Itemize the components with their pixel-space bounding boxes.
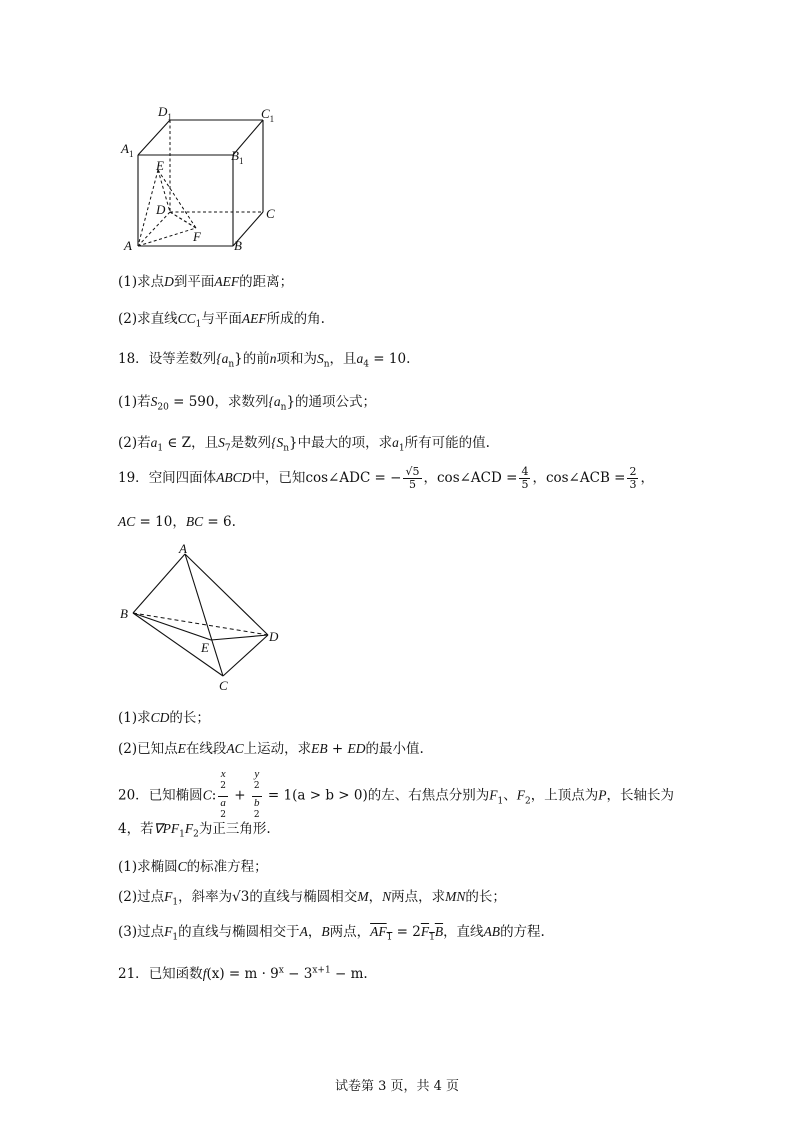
label-E: E (201, 640, 209, 655)
vector-AF1: $AF_1$ (370, 924, 393, 943)
q19-part2: (2)已知点E在线段AC上运动，求EB + ED的最小值. (118, 741, 424, 757)
q20-part2: (2)过点$F_1$，斜率为√3的直线与椭圆相交M，N两点，求MN的长； (118, 889, 506, 908)
q21-stem: 21．已知函数$f(x) = m \cdot 9^x - 3^{x+1} - m$. (118, 965, 368, 982)
label-A1: $A_1$ (121, 141, 134, 159)
q20-part3: (3)过点$F_1$的直线与椭圆相交于A，B两点，$AF_1 = 2F_1B$，直线AB的方程. (118, 924, 545, 943)
q17-part1: (1)求点D到平面AEF的距离； (118, 274, 294, 290)
q17-part2: (2)求直线$CC_1$与平面AEF所成的角. (118, 311, 325, 330)
vector-F1B: $F_1B$ (420, 924, 444, 943)
q18-part1: (1)若$S_{20} = 590$，求数列$\{a_n\}$的通项公式； (118, 394, 377, 413)
label-B: B (120, 606, 128, 621)
label-C1: $C_1$ (261, 106, 275, 124)
q18-stem: 18．设等差数列$\{a_n\}$的前n项和为$S_n$，且$a_4 = 10$. (118, 351, 411, 370)
q20-stem: 20．已知椭圆C: x $^2$ a $^2$ + y $^2$ b $^2$ = 1(a > b > 0)的左、右焦点分别为$F_1$、$F_2$，上顶点为P，长轴长为 (118, 768, 674, 824)
label-E: E (156, 158, 164, 173)
label-B1: $B_1$ (231, 148, 244, 166)
q20-part1: (1)求椭圆C的标准方程； (118, 859, 268, 875)
label-F: F (193, 229, 201, 244)
label-C: C (266, 206, 275, 221)
frac-x2-over-a2: x $^2$ a $^2$ (220, 768, 226, 820)
label-D: D (156, 202, 166, 217)
cube-figure (118, 100, 288, 260)
frac-sqrt5-over-5: $\frac{√5}{5}$ (405, 465, 420, 491)
frac-4-over-5: $\frac{4}{5}$ (521, 465, 529, 491)
label-C: C (219, 678, 228, 693)
q20-stem-line2: 4，若$\nabla PF_1F_2$为正三角形. (118, 821, 271, 840)
q19-stem-line2: AC = 10，BC = 6. (118, 514, 236, 530)
q18-part2: (2)若$a_1$ ∈ Z，且$S_7$是数列$\{S_n\}$中最大的项，求$a_1$所有可能的值. (118, 435, 490, 454)
q19-stem: 19．空间四面体ABCD中，已知cos∠ADC = − $\frac{√5}{5}$ ，cos∠ACD = $\frac{4}{5}$ ，cos∠ACB = $\frac{2}{3}$ ， (118, 465, 654, 491)
label-D: D (269, 629, 279, 644)
page-footer: 试卷第 3 页，共 4 页 (334, 1079, 460, 1094)
label-D1: $D_1$ (158, 104, 172, 122)
tetrahedron-figure (115, 540, 295, 695)
frac-y2-over-b2: y $^2$ b $^2$ (253, 768, 260, 820)
label-A: A (179, 541, 187, 556)
label-A: A (124, 238, 132, 253)
q19-part1: (1)求CD的长； (118, 710, 210, 726)
label-B: B (234, 238, 242, 253)
frac-2-over-3: $\frac{2}{3}$ (629, 465, 637, 491)
